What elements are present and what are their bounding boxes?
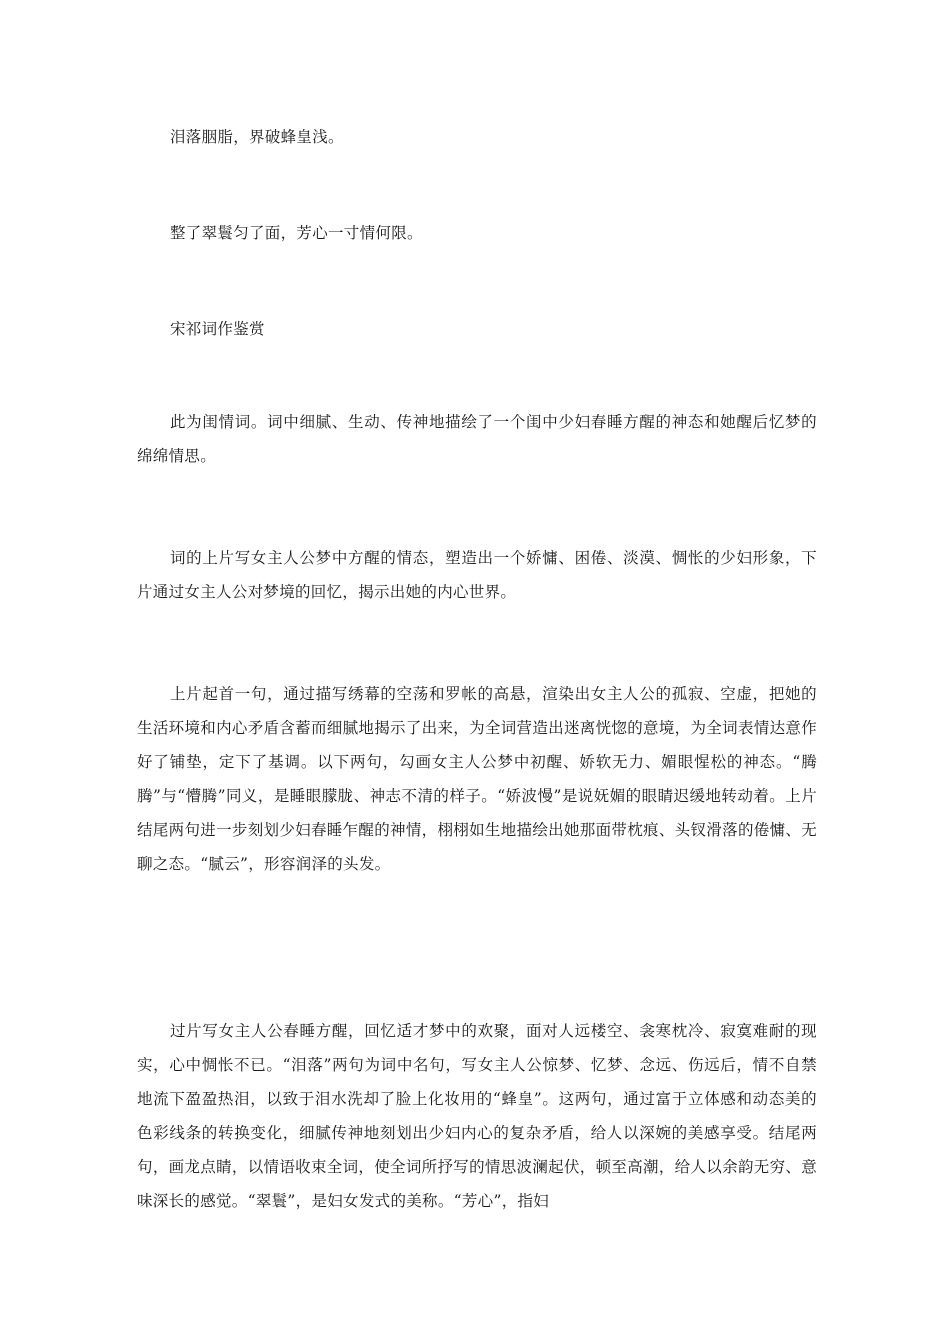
paragraph-intro: 此为闺情词。词中细腻、生动、传神地描绘了一个闺中少妇春睡方醒的神态和她醒后忆梦的绵绵情思。 <box>137 413 817 465</box>
paragraph-first-stanza: 上片起首一句，通过描写绣幕的空荡和罗帐的高悬，渲染出女主人公的孤寂、空虚，把她的生活环境和内心矛盾含蓄而细腻地揭示了出来，为全词营造出迷离恍惚的意境，为全词表情达意作好了铺垫，定下了基调。以下两句，勾画女主人公梦中初醒、娇软无力、媚眼惺松的神态。“腾腾”与“懵腾”同义，是睡眼朦胧、神志不清的样子。“娇波慢”是说妩媚的眼睛迟缓地转动着。上片结尾两句进一步刻划少妇春睡乍醒的神情，栩栩如生地描绘出她那面带枕痕、头钗滑落的倦慵、无聊之态。“腻云”，形容润泽的头发。 <box>137 685 817 873</box>
verse-line-1: 泪落胭脂，界破蜂皇浅。 <box>170 128 344 146</box>
paragraph-second-stanza: 过片写女主人公春睡方醒，回忆适才梦中的欢聚，面对人远楼空、衾寒枕冷、寂寞难耐的现实，心中惆怅不已。“泪落”两句为词中名句，写女主人公惊梦、忆梦、念远、伤远后，情不自禁地流下盈盈热泪，以致于泪水洗却了脸上化妆用的“蜂皇”。这两句，通过富于立体感和动态美的色彩线条的转换变化，细腻传神地刻划出少妇内心的复杂矛盾，给人以深婉的美感享受。结尾两句，画龙点睛，以情语收束全词，使全词所抒写的情思波澜起伏，顿至高潮，给人以余韵无穷、意味深长的感觉。“翠鬟”，是妇女发式的美称。“芳心”，指妇 <box>137 1022 817 1210</box>
section-heading: 宋祁词作鉴赏 <box>170 320 265 338</box>
verse-line-2: 整了翠鬟匀了面，芳心一寸情何限。 <box>170 224 423 242</box>
paragraph-overview: 词的上片写女主人公梦中方醒的情态，塑造出一个娇慵、困倦、淡漠、惆怅的少妇形象，下片通过女主人公对梦境的回忆，揭示出她的内心世界。 <box>137 549 817 601</box>
